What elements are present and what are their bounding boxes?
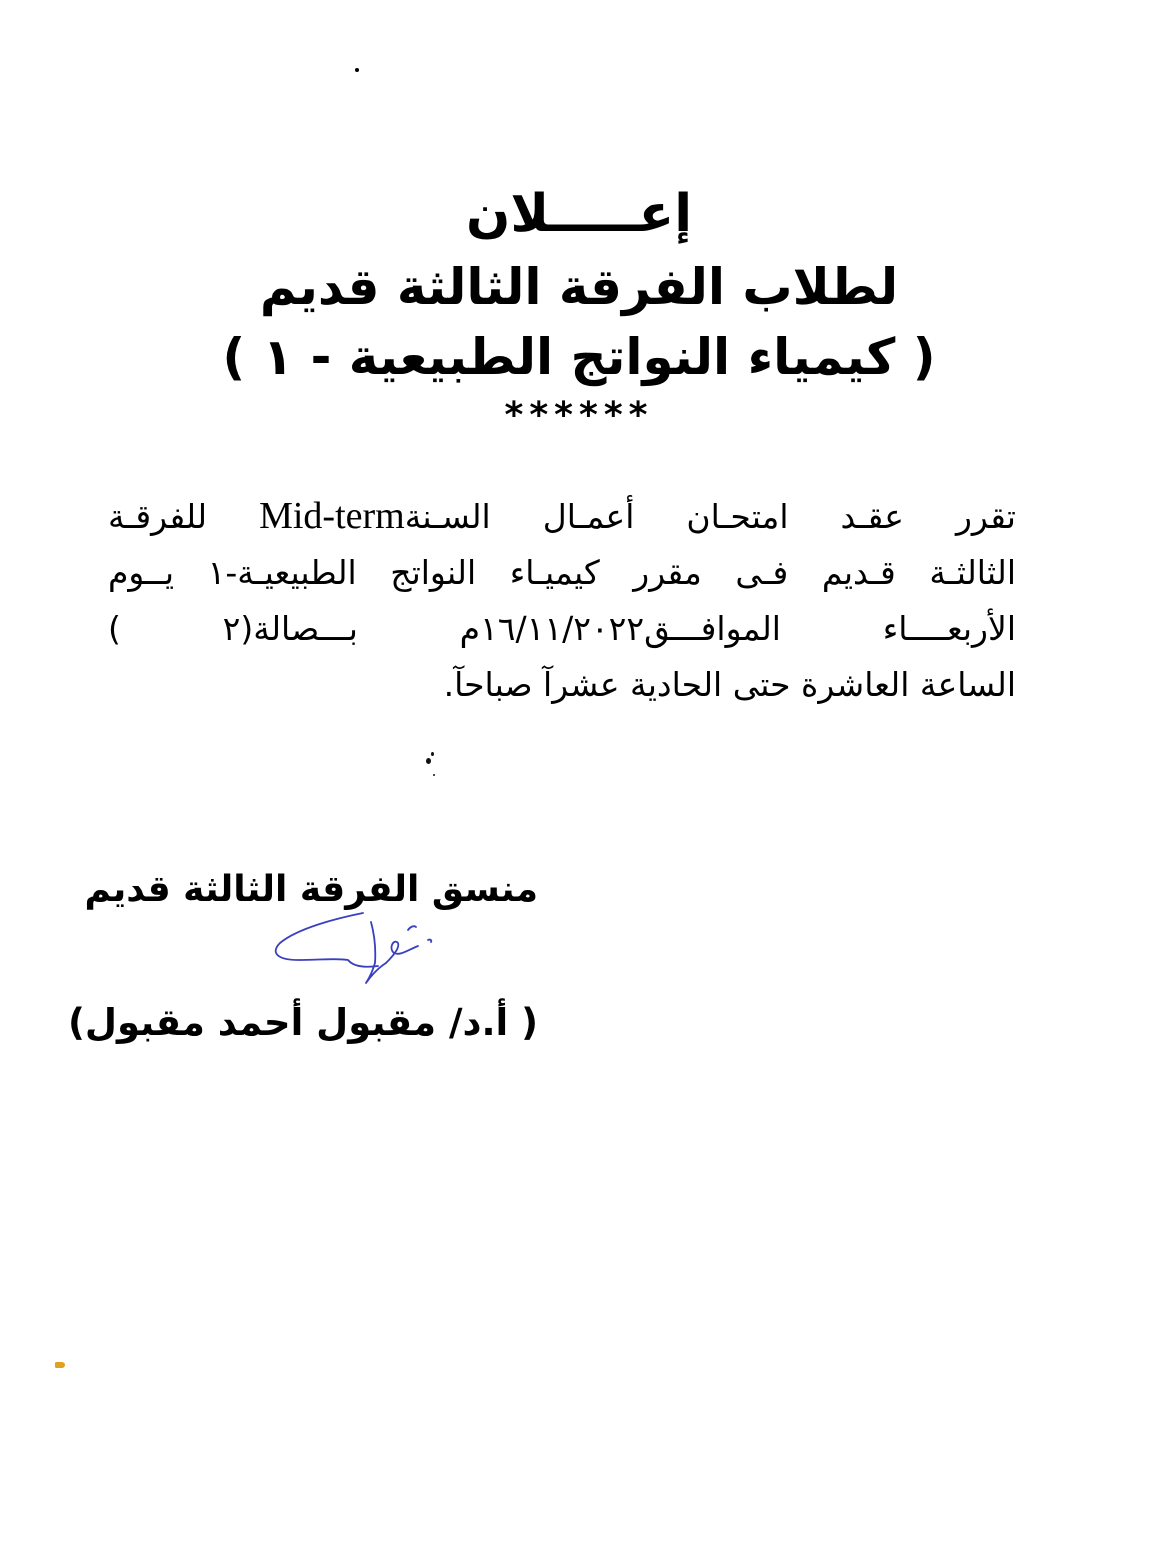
signatory-role: منسق الفرقة الثالثة قديم [84, 869, 538, 910]
stray-orange-mark [55, 1362, 65, 1368]
course-name: ( كيمياء النواتج الطبيعية - ١ ) [222, 328, 936, 386]
handwritten-signature-icon [268, 908, 448, 988]
announcement-body [108, 488, 1016, 713]
announcement-header [0, 178, 1158, 436]
signatory-name: ( أ.د/ مقبول أحمد مقبول) [68, 1001, 538, 1044]
body-line-4-time: الساعة العاشرة حتى الحادية عشرآ صباحآ. [443, 665, 1016, 704]
body-text-segment: للفرقـة [108, 497, 260, 536]
announcement-title: إعـــــلان [465, 184, 693, 244]
stray-colon-mark [426, 752, 436, 776]
body-line-2: الثالثـة قـديم فـى مقرر كيميـاء النواتج الطبيعيـة-١ يــوم [108, 553, 1016, 592]
audience-line: لطلاب الفرقة الثالثة قديم [259, 258, 899, 316]
body-line-1 [108, 488, 1016, 545]
stars-separator: ****** [504, 395, 654, 436]
scan-speck [355, 68, 359, 72]
body-text-segment: تقرر عقـد امتحـان أعمـال السـنة [404, 497, 1016, 536]
midterm-term: Mid-term [259, 495, 405, 537]
body-line-3-date-and-hall: الأربعــــاء الموافـــق١٦/١١/٢٠٢٢م بـــصالة(٢ ) [108, 609, 1016, 648]
